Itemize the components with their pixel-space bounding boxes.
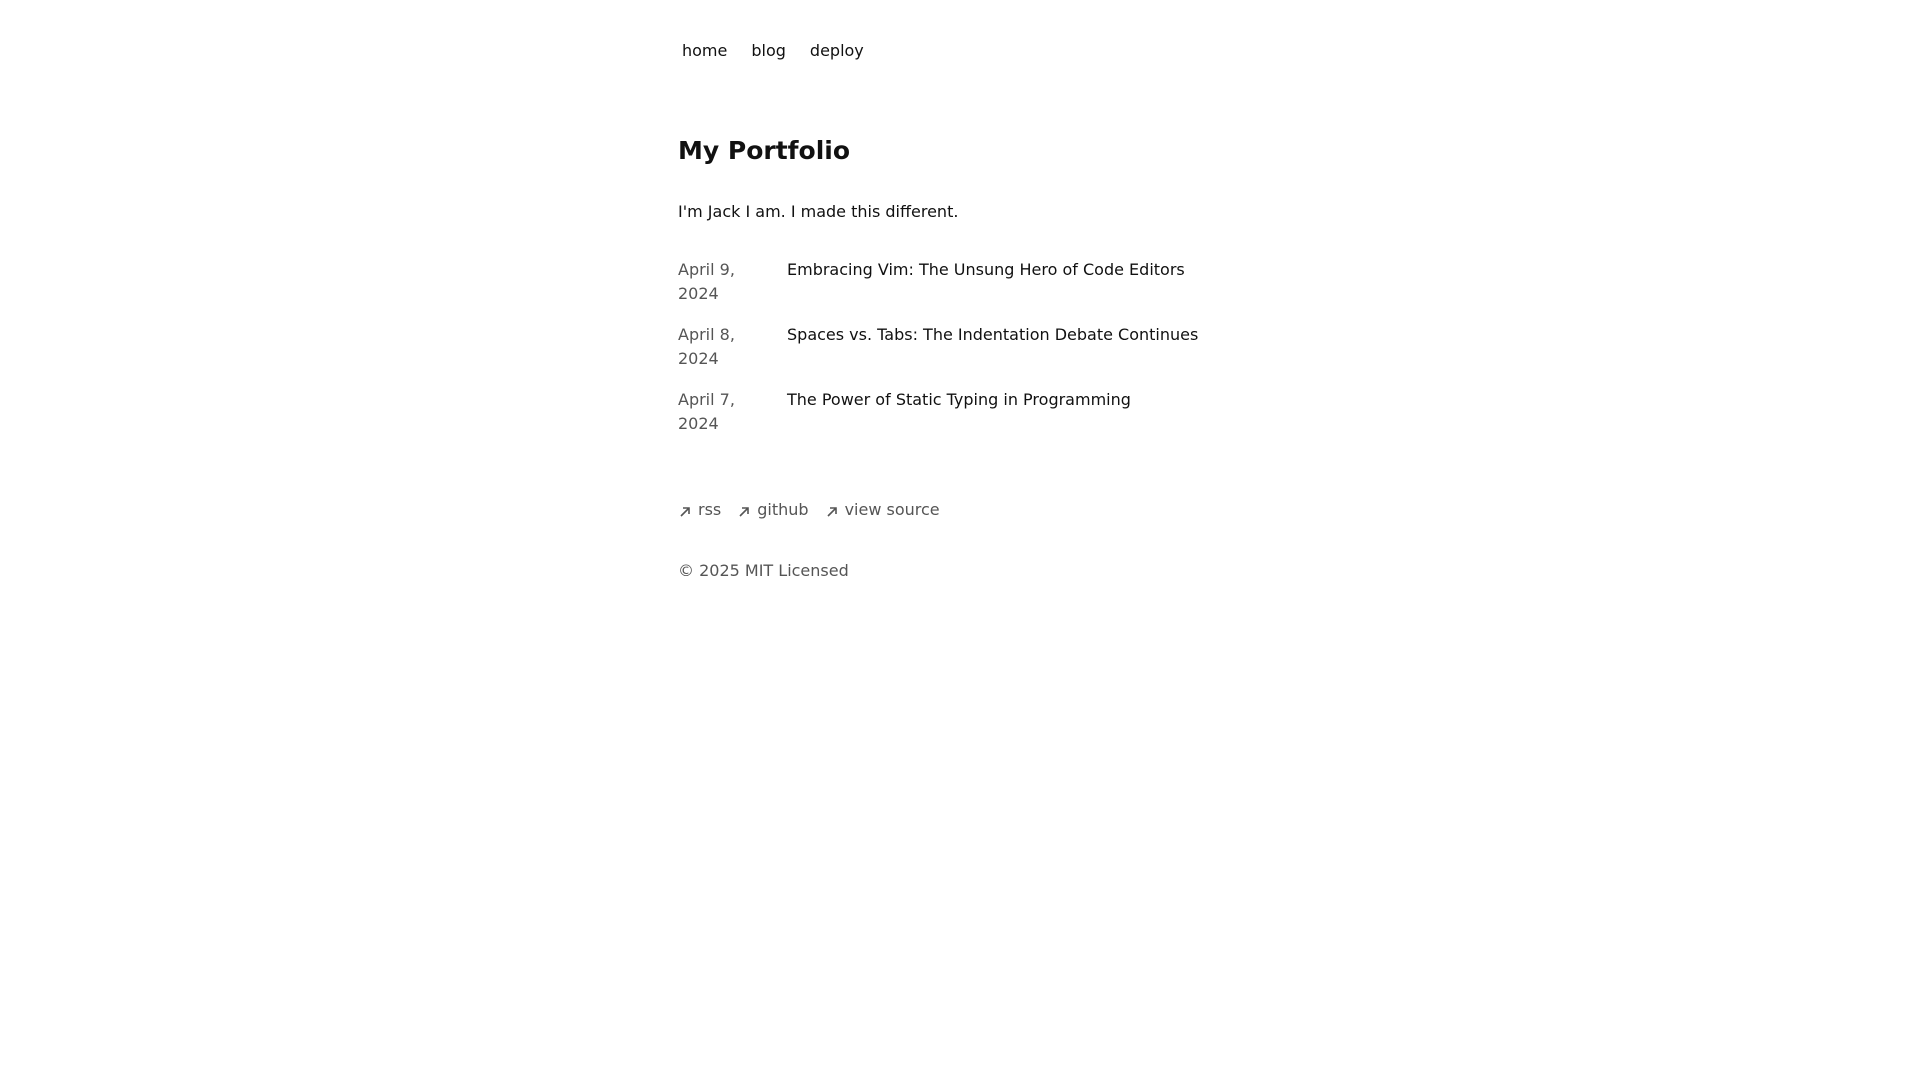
post-date-line2: 2024 (678, 284, 719, 303)
rss-link-label: rss (698, 500, 722, 519)
post-title-link[interactable]: Spaces vs. Tabs: The Indentation Debate Continues (787, 325, 1199, 344)
post-title-link[interactable]: The Power of Static Typing in Programming (787, 390, 1131, 409)
post-date-line2: 2024 (678, 414, 719, 433)
post-row (678, 388, 1278, 453)
nav-home-link[interactable]: home (682, 41, 728, 60)
post-title-link[interactable]: Embracing Vim: The Unsung Hero of Code Editors (787, 260, 1185, 279)
top-nav (682, 41, 888, 61)
page-title: My Portfolio (678, 136, 851, 165)
github-link-label: github (757, 500, 809, 519)
post-list (678, 258, 1278, 453)
post-date (678, 323, 787, 388)
copyright-text: © 2025 MIT Licensed (678, 561, 849, 580)
nav-blog-link[interactable]: blog (751, 41, 786, 60)
post-row (678, 323, 1278, 388)
nav-deploy-link[interactable]: deploy (809, 41, 864, 60)
post-date (678, 258, 787, 323)
post-date-line1: April 8, (678, 325, 735, 344)
post-row (678, 258, 1278, 323)
post-date-line2: 2024 (678, 349, 719, 368)
post-date-line1: April 7, (678, 390, 735, 409)
arrow-up-right-icon (678, 505, 692, 519)
intro-text: I'm Jack I am. I made this different. (678, 202, 959, 221)
view-source-link-label: view source (844, 500, 940, 519)
footer-links (678, 500, 956, 519)
rss-link[interactable] (678, 500, 721, 519)
view-source-link[interactable] (825, 500, 940, 519)
arrow-up-right-icon (737, 505, 751, 519)
post-date (678, 388, 787, 453)
post-date-line1: April 9, (678, 260, 735, 279)
github-link[interactable] (737, 500, 808, 519)
arrow-up-right-icon (825, 505, 839, 519)
